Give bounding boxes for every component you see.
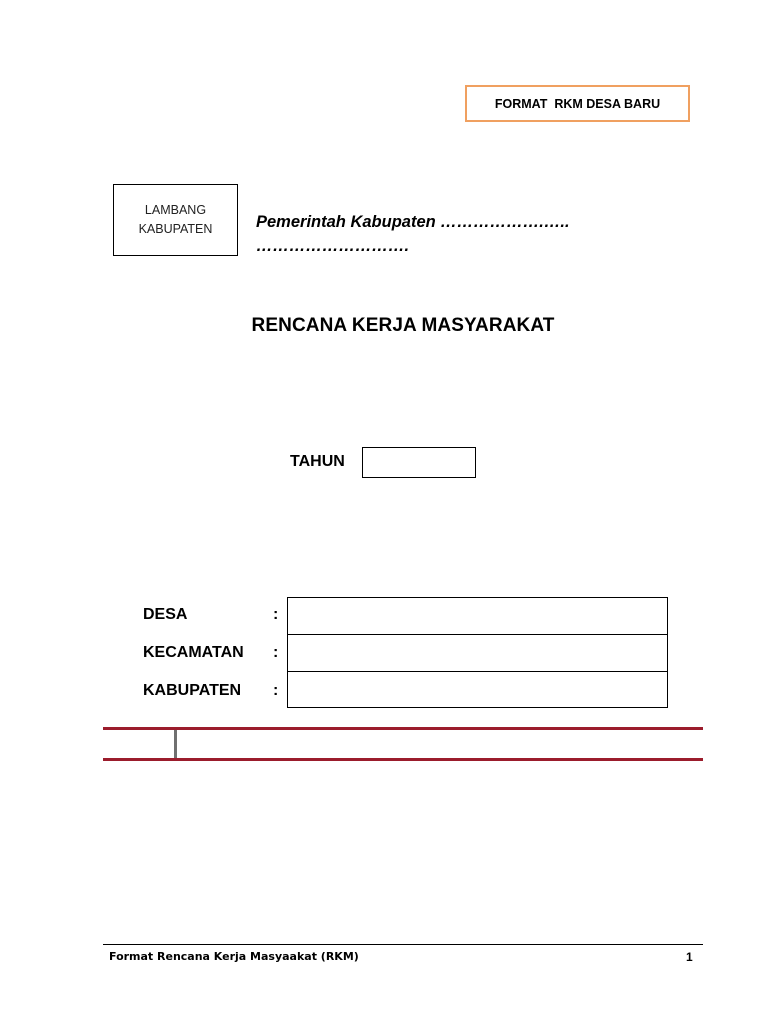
document-title: RENCANA KERJA MASYARAKAT — [251, 315, 555, 336]
logo-placeholder — [113, 184, 238, 256]
divider-bottom — [103, 758, 703, 761]
desa-label: DESA — [143, 606, 188, 623]
format-label-box — [465, 85, 690, 122]
kecamatan-label: KECAMATAN — [143, 644, 244, 661]
kecamatan-colon: : — [273, 644, 279, 661]
page-number: 1 — [686, 950, 693, 964]
location-fields-table — [287, 597, 668, 708]
desa-colon: : — [273, 606, 279, 623]
divider-bar — [174, 730, 177, 758]
divider-top — [103, 727, 703, 730]
government-line-2: ………………………. — [256, 237, 410, 255]
kabupaten-field[interactable] — [288, 672, 667, 709]
kabupaten-colon: : — [273, 682, 279, 699]
desa-field[interactable] — [288, 598, 667, 635]
format-label: FORMAT RKM DESA BARU — [494, 96, 661, 111]
government-line-1: Pemerintah Kabupaten ……………….….. — [256, 213, 570, 231]
footer-text: Format Rencana Kerja Masyaakat (RKM) — [109, 950, 359, 963]
logo-placeholder-line2: KABUPATEN — [138, 222, 213, 236]
year-field[interactable] — [362, 447, 476, 478]
logo-placeholder-line1: LAMBANG — [144, 203, 207, 217]
kecamatan-field[interactable] — [288, 635, 667, 672]
year-label: TAHUN — [290, 453, 345, 470]
footer-divider — [103, 944, 703, 945]
kabupaten-label: KABUPATEN — [143, 682, 242, 699]
